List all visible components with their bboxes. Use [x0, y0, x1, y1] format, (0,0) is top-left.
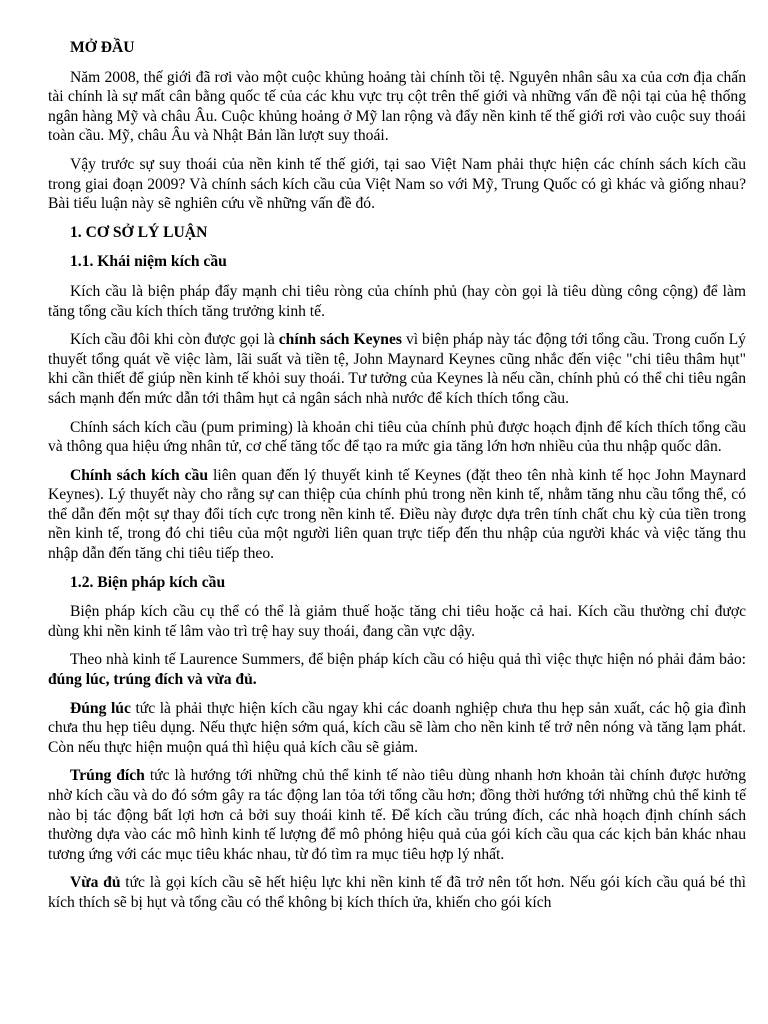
summers-criteria: đúng lúc, trúng đích và vừa đủ. — [48, 671, 257, 689]
section-1-1-heading: 1.1. Khái niệm kích cầu — [70, 253, 227, 271]
s12-paragraph-1: Biện pháp kích cầu cụ thể có thể là giảm thuế hoặc tăng chi tiêu hoặc cả hai. Kích cầu thường chỉ được dùng khi nền kinh tế lâm vào trì trệ hay suy thoái, đang cần vực dậy. — [48, 603, 746, 640]
s11-p4-text: liên quan đến lý thuyết kinh tế Keynes (đặt theo tên nhà kinh tế học John Maynard Keynes). Lý thuyết này cho rằng sự can thiệp của chính phủ trong nền kinh tế, nhằm tăng nhu cầu tổng thể, có thể dẫn đến một sự thay đổi tích cực trong nền kinh tế. Điều này được dựa trên tính chất chu kỳ của tiền trong nền kinh tế, trong đó chi tiêu của một người liên quan trực tiếp đến thu nhập của người khác và việc tăng thu nhập dẫn đến tăng chi tiêu tiếp theo. — [48, 466, 746, 563]
s12-paragraph-2 — [48, 650, 746, 689]
keynes-policy-term: chính sách Keynes — [278, 331, 402, 349]
s11-paragraph-2 — [48, 330, 746, 408]
s12-p2-text: Theo nhà kinh tế Laurence Summers, để biện pháp kích cầu có hiệu quả thì việc thực hiện nó phải đảm bảo: — [70, 651, 746, 669]
section-1-heading: 1. CƠ SỞ LÝ LUẬN — [70, 223, 208, 241]
stimulus-policy-term: Chính sách kích cầu — [70, 466, 209, 484]
intro-paragraph-1: Năm 2008, thế giới đã rơi vào một cuộc khủng hoảng tài chính tồi tệ. Nguyên nhân sâu xa của cơn địa chấn tài chính là sự mất cân bằng quốc tế của các khu vực trụ cột trên thế giới và những vấn đề nội tại của hệ thống ngân hàng Mỹ và châu Âu. Cuộc khủng hoảng ở Mỹ lan rộng và đẩy nền kinh tế thế giới rơi vào cuộc suy thoái toàn cầu. Mỹ, châu Âu và Nhật Bản lần lượt suy thoái. — [48, 68, 746, 145]
sufficient-term: Vừa đủ — [70, 874, 121, 892]
s12-paragraph-5 — [48, 873, 746, 912]
s11-p2-text-end: vì biện pháp này tác động tới tổng cầu. Trong cuốn Lý thuyết tổng quát về việc làm, lãi suất và tiền tệ, John Maynard Keynes cũng nhắc đến việc "chi tiêu thâm hụt" khi cần thiết để giúp nền kinh tế khỏi suy thoái. Tư tưởng của Keynes là nếu cần, chính phủ có thể chi tiêu ngân sách mạnh đến mức dẫn tới thâm hụt cả ngân sách nhà nước để kích thích tổng cầu. — [48, 331, 746, 407]
heading-intro: MỞ ĐẦU — [70, 39, 135, 56]
intro-paragraph-2: Vậy trước sự suy thoái của nền kinh tế thế giới, tại sao Việt Nam phải thực hiện các chính sách kích cầu trong giai đoạn 2009? Và chính sách kích cầu của Việt Nam so với Mỹ, Trung Quốc có gì khác và giống nhau? Bài tiểu luận này sẽ nghiên cứu về những vấn đề đó. — [48, 155, 746, 213]
s11-paragraph-3: Chính sách kích cầu (pum priming) là khoản chi tiêu của chính phủ được hoạch định để kích thích tổng cầu và thông qua hiệu ứng nhân tử, cơ chế tăng tốc để tạo ra mức gia tăng lớn hơn nhiều của thu nhập quốc dân. — [48, 418, 746, 456]
s12-p4-text: tức là hướng tới những chủ thể kinh tế nào tiêu dùng nhanh hơn khoản tài chính được hưởng nhờ kích cầu và do đó sớm gây ra tác động lan tỏa tới tổng cầu hơn; đồng thời hướng tới những chủ thể kinh tế nào bị tác động bất lợi hơn cả bởi suy thoái kinh tế. Để kích cầu trúng đích, các nhà hoạch định chính sách thường dựa vào các mô hình kinh tế lượng để mô phỏng hiệu quả của gói kích cầu qua các kịch bản khác nhau tương ứng với các mục tiêu khác nhau, từ đó tìm ra mục tiêu hợp lý nhất. — [48, 767, 746, 863]
s12-paragraph-3 — [48, 699, 746, 758]
s12-p5-text: tức là gọi kích cầu sẽ hết hiệu lực khi nền kinh tế đã trở nên tốt hơn. Nếu gói kích cầu quá bé thì kích thích sẽ bị hụt và tổng cầu có thể không bị kích thích ửa, khiến cho gói kích — [48, 874, 746, 911]
s12-paragraph-4 — [48, 766, 746, 864]
s11-paragraph-4 — [48, 466, 746, 564]
targeted-term: Trúng đích — [70, 767, 145, 785]
s12-p3-text: tức là phải thực hiện kích cầu ngay khi các doanh nghiệp chưa thu hẹp sản xuất, các hộ gia đình chưa thu hẹp tiêu dụng. Nếu thực hiện sớm quá, kích cầu sẽ làm cho nền kinh tế trở nên nóng và tăng lạm phát. Còn nếu thực hiện muộn quá thì hiệu quả kích cầu sẽ giảm. — [48, 699, 746, 756]
section-1-2-heading: 1.2. Biện pháp kích cầu — [70, 573, 226, 591]
timely-term: Đúng lúc — [70, 699, 131, 717]
s11-paragraph-1: Kích cầu là biện pháp đẩy mạnh chi tiêu ròng của chính phủ (hay còn gọi là tiêu dùng công cộng) để làm tăng tổng cầu kích thích tăng trưởng kinh tế. — [48, 282, 746, 320]
s11-p2-text-start: Kích cầu đôi khi còn được gọi là — [70, 331, 279, 349]
